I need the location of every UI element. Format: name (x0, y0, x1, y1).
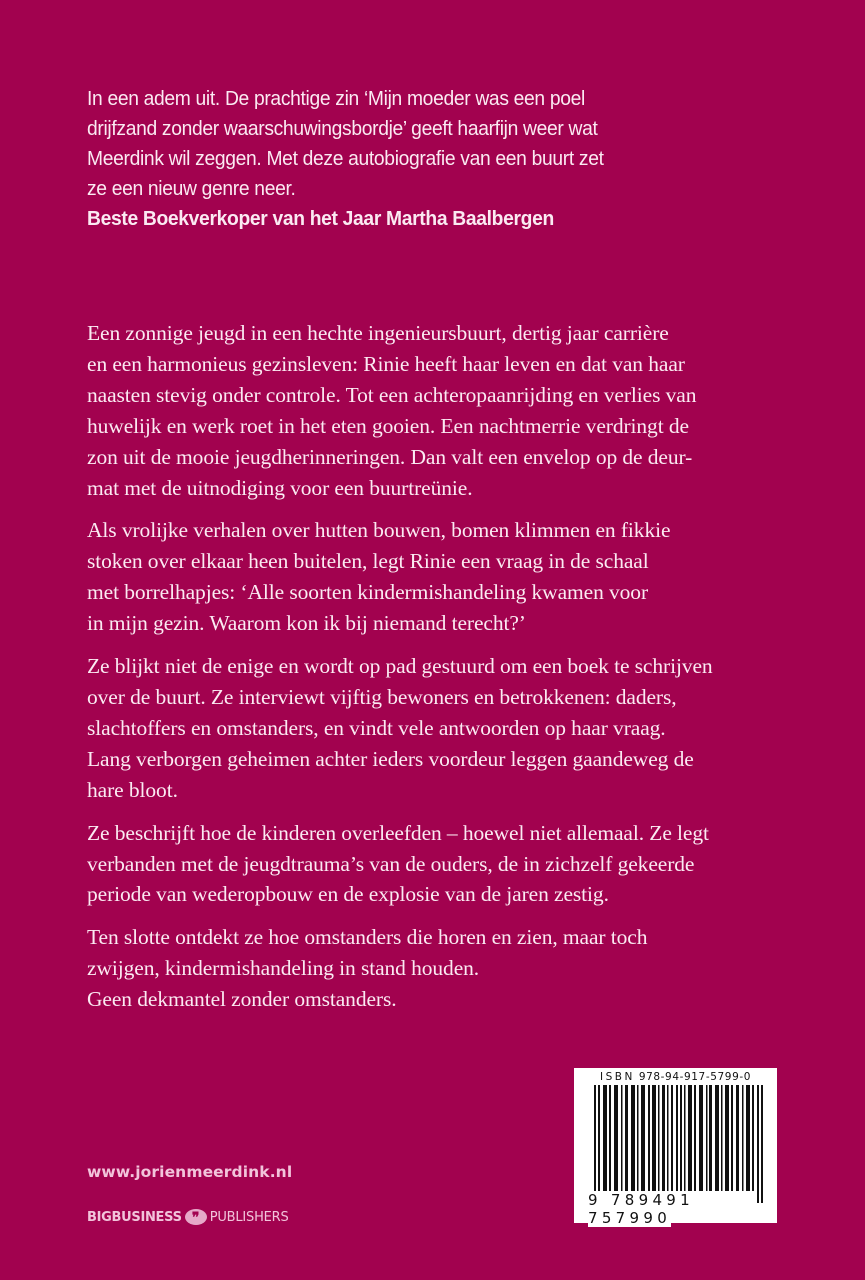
blurb-line: In een adem uit. De prachtige zin ‘Mijn moeder was een poel (87, 87, 585, 110)
barcode-digit-group: 757990 (588, 1209, 672, 1227)
blurb-attribution: Beste Boekverkoper van het Jaar Martha Baalbergen (87, 207, 554, 230)
description-paragraph (87, 818, 817, 911)
text-line: Lang verborgen geheimen achter ieders voordeur leggen gaandeweg de (87, 746, 694, 771)
publisher-name-regular: PUBLISHERS (209, 1209, 289, 1225)
barcode-digit-group: 9 (588, 1191, 602, 1209)
text-line: Geen dekmantel zonder omstanders. (87, 987, 397, 1012)
description-paragraph (87, 515, 817, 639)
quote-bubble-icon: ❞ (185, 1209, 207, 1225)
text-line: zwijgen, kindermishandeling in stand houden. (87, 956, 480, 981)
text-line: met borrelhapjes: ‘Alle soorten kindermishandeling kwamen voor (87, 580, 649, 605)
blurb-line: Meerdink wil zeggen. Met deze autobiografie van een buurt zet (87, 147, 604, 170)
blurb-line: ze een nieuw genre neer. (87, 177, 296, 200)
book-description (87, 318, 817, 1027)
publisher-logo (87, 1209, 289, 1225)
text-line: in mijn gezin. Waarom kon ik bij niemand terecht?’ (87, 611, 526, 636)
text-line: Ze beschrijft hoe de kinderen overleefden – hoewel niet allemaal. Ze legt (87, 820, 709, 845)
review-blurb (87, 84, 764, 234)
text-line: Ze blijkt niet de enige en wordt op pad gestuurd om een boek te schrijven (87, 654, 713, 679)
blurb-line: drijfzand zonder waarschuwingsbordje’ geeft haarfijn weer wat (87, 117, 598, 140)
description-paragraph (87, 651, 817, 806)
text-line: periode van wederopbouw en de explosie van de jaren zestig. (87, 882, 609, 907)
barcode-digits (588, 1191, 777, 1227)
publisher-name-bold: BIGBUSINESS (87, 1209, 182, 1225)
text-line: over de buurt. Ze interviewt vijftig bewoners en betrokkenen: daders, (87, 684, 677, 709)
text-line: en een harmonieus gezinsleven: Rinie heeft haar leven en dat van haar (87, 351, 685, 376)
barcode-bars-icon (594, 1085, 764, 1203)
text-line: Een zonnige jeugd in een hechte ingenieursbuurt, dertig jaar carrière (87, 321, 669, 345)
text-line: stoken over elkaar heen buitelen, legt Rinie een vraag in de schaal (87, 549, 649, 574)
text-line: naasten stevig onder controle. Tot een achteropaanrijding en verlies van (87, 382, 697, 407)
text-line: mat met de uitnodiging voor een buurtreünie. (87, 475, 473, 500)
text-line: slachtoffers en omstanders, en vindt vele antwoorden op haar vraag. (87, 715, 666, 740)
isbn-barcode (574, 1068, 777, 1227)
isbn-text (574, 1071, 777, 1083)
text-line: Als vrolijke verhalen over hutten bouwen, bomen klimmen en fikkie (87, 518, 671, 543)
text-line: hare bloot. (87, 777, 178, 802)
text-line: Ten slotte ontdekt ze hoe omstanders die horen en zien, maar toch (87, 925, 648, 950)
description-paragraph (87, 318, 817, 503)
author-website-link[interactable]: www.jorienmeerdink.nl (87, 1163, 293, 1181)
barcode-digit-group: 789491 (610, 1191, 694, 1209)
isbn-number: 978-94-917-5799-0 (638, 1071, 752, 1083)
text-line: verbanden met de jeugdtrauma’s van de ouders, de in zichzelf gekeerde (87, 851, 695, 876)
text-line: zon uit de mooie jeugdherinneringen. Dan valt een envelop op de deur- (87, 444, 693, 469)
description-paragraph (87, 922, 817, 1015)
isbn-label: ISBN (599, 1071, 635, 1083)
text-line: huwelijk en werk roet in het eten gooien. Een nachtmerrie verdringt de (87, 413, 689, 438)
